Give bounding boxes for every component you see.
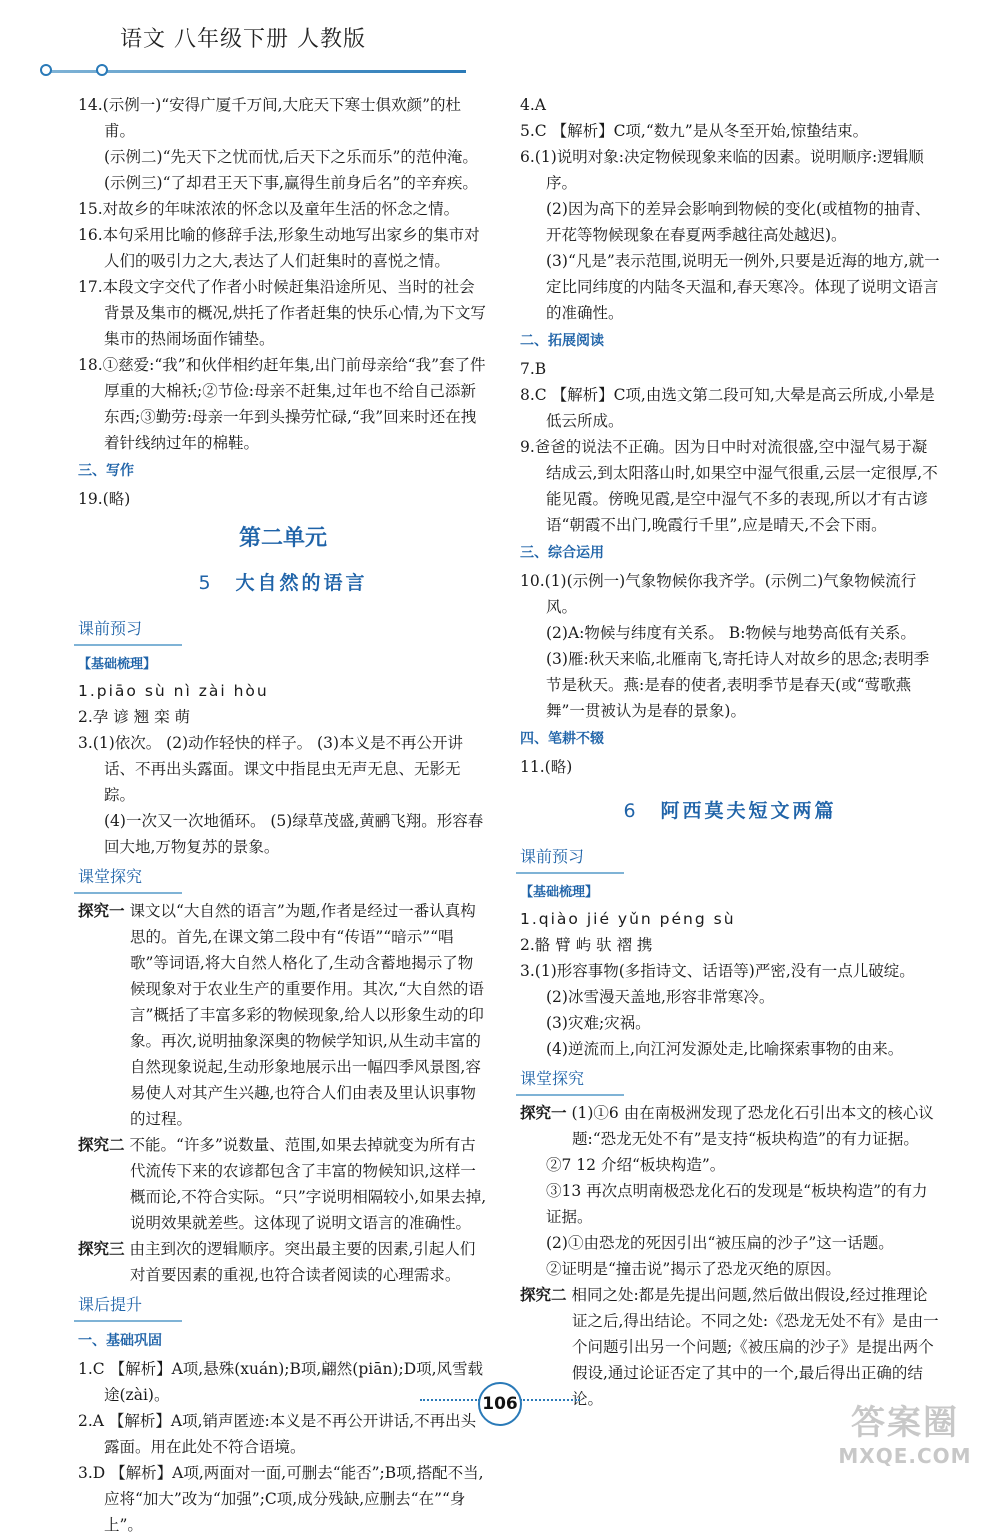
- answer-line: (4)逆流而上,向江河发源处走,比喻探索事物的由来。: [546, 1040, 904, 1058]
- section-heading: 四、笔耕不辍: [520, 731, 604, 747]
- lesson-name: 阿西莫夫短文两篇: [660, 800, 837, 822]
- answer-line: (2)①由恐龙的死因引出“被压扁的沙子”这一话题。: [546, 1234, 894, 1252]
- answer-line: (2)A:物候与纬度有关系。 B:物候与地势高低有关系。: [546, 624, 916, 642]
- answer-line: 11.(略): [520, 758, 573, 776]
- answer-line: (2)因为高下的差异会影响到物候的变化(或植物的抽青、开花等物候现象在春夏两季越往高处越迟)。: [546, 200, 931, 244]
- answer-line: 10.(1)(示例一)气象物候你我齐学。(示例二)气象物候流行风。: [520, 572, 917, 616]
- explore-item: [520, 1100, 940, 1152]
- badge-basics: 【基础梳理】: [520, 885, 599, 900]
- answer-line: 16.本句采用比喻的修辞手法,形象生动地写出家乡的集市对人们的吸引力之大,表达了人们赶集时的喜悦之情。: [78, 226, 480, 270]
- tab-preview: 课前预习: [74, 616, 182, 646]
- answer-line: (3)灾难;灾祸。: [546, 1014, 651, 1032]
- answer-line: (3)“凡是”表示范围,说明无一例外,只要是近海的地方,就一定比同纬度的内陆冬天温和,春天寒冷。体现了说明文语言的准确性。: [546, 252, 940, 322]
- watermark: [830, 1395, 980, 1470]
- explore-text: 不能。“许多”说数量、范围,如果去掉就变为所有古代流传下来的农谚都包含了丰富的物候知识,这样一概而论,不符合实际。“只”字说明相隔较小,如果去掉,说明效果就差些。这体现了说明文语言的准确性。: [129, 1136, 487, 1232]
- section-heading: 二、拓展阅读: [520, 333, 604, 349]
- answer-line: (示例二)“先天下之忧而忧,后天下之乐而乐”的范仲淹。: [104, 148, 478, 166]
- answer-line: 2.孕 谚 翘 栾 萌: [78, 708, 190, 726]
- explore-label: 探究一: [520, 1103, 567, 1122]
- answer-line: 7.B: [520, 360, 547, 378]
- explore-text: 相同之处:都是先提出问题,然后做出假设,经过推理论证之后,得出结论。不同之处:《恐龙无处不有》是由一个问题引出另一个问题;《被压扁的沙子》是提出两个假设,通过论证否定了其中的一个,最后得出正确的结论。: [571, 1286, 939, 1408]
- explore-item: [520, 1282, 940, 1412]
- answer-line: (2)冰雪漫天盖地,形容非常寒冷。: [546, 988, 775, 1006]
- answer-line: 5.C 【解析】C项,“数九”是从冬至开始,惊蛰结束。: [520, 122, 869, 140]
- badge-basics: 【基础梳理】: [78, 657, 157, 672]
- answer-line: 2.骼 臂 屿 驮 褶 携: [520, 936, 653, 954]
- answer-line: 3.(1)形容事物(多指诗文、话语等)严密,没有一点儿破绽。: [520, 962, 915, 980]
- explore-text: 课文以“大自然的语言”为题,作者是经过一番认真构思的。首先,在课文第二段中有“传语”“暗示”“唱歌”等词语,将大自然人格化了,生动含蓄地揭示了物候现象对于农业生产的重要作用。其次,“大自然的语言”概括了丰富多彩的物候现象,给人以形象生动的印象。再次,说明抽象深奥的物候学知识,从生动丰富的自然现象说起,生动形象地展示出一幅四季风景图,容易使人对其产生兴趣,也符合人们由表及里认识事物的过程。: [129, 902, 484, 1128]
- answer-line: 17.本段文字交代了作者小时候赶集沿途所见、当时的社会背景及集市的概况,烘托了作者赶集的快乐心情,为下文写集市的热闹场面作铺垫。: [78, 278, 486, 348]
- answer-line: ②证明是“撞击说”揭示了恐龙灭绝的原因。: [546, 1260, 841, 1278]
- tab-after-class: 课后提升: [74, 1292, 182, 1322]
- explore-item: [78, 1236, 488, 1288]
- answer-line: 1.C 【解析】A项,悬殊(xuán);B项,翩然(piān);D项,风雪载途(zài)。: [78, 1360, 484, 1404]
- dotted-rule: [520, 1399, 580, 1403]
- lesson-number: 6: [623, 800, 639, 822]
- watermark-domain: MXQE.COM: [838, 1444, 972, 1468]
- answer-line: 19.(略): [78, 490, 131, 508]
- tab-classroom: 课堂探究: [74, 864, 182, 894]
- tab-preview: 课前预习: [516, 844, 624, 874]
- lesson-name: 大自然的语言: [235, 572, 368, 594]
- answer-line: 18.①慈爱:“我”和伙伴相约赶年集,出门前母亲给“我”套了件厚重的大棉袄;②节俭:母亲不赶集,过年也不给自己添新东西;③勤劳:母亲一年到头操劳忙碌,“我”回来时还在拽着针线纳过年的棉鞋。: [78, 356, 486, 452]
- answer-line: 3.D 【解析】A项,两面对一面,可删去“能否”;B项,搭配不当,应将“加大”改为“加强”;C项,成分残缺,应删去“在”“身上”。: [78, 1464, 484, 1534]
- answer-line: (3)雁:秋天来临,北雁南飞,寄托诗人对故乡的思念;表明季节是秋天。燕:是春的使者,表明季节是春天(或“莺歌燕舞”一贯被认为是春的景象)。: [546, 650, 930, 720]
- explore-text: (1)①6 由在南极洲发现了恐龙化石引出本文的核心议题:“恐龙无处不有”是支持“板块构造”的有力证据。: [571, 1104, 934, 1148]
- page-number: 106: [478, 1382, 522, 1426]
- answer-line: 15.对故乡的年味浓浓的怀念以及童年生活的怀念之情。: [78, 200, 460, 218]
- explore-item: [78, 1132, 488, 1236]
- left-column: [78, 92, 488, 1538]
- dotted-rule: [420, 1399, 480, 1403]
- explore-label: 探究一: [78, 901, 125, 920]
- right-column: [520, 92, 940, 1412]
- answer-line: 14.(示例一)“安得广厦千万间,大庇天下寒士俱欢颜”的杜甫。: [78, 96, 462, 140]
- tab-classroom: 课堂探究: [516, 1066, 624, 1096]
- lesson-number: 5: [198, 572, 214, 594]
- answer-line: ③13 再次点明南极恐龙化石的发现是“板块构造”的有力证据。: [546, 1182, 928, 1226]
- section-heading: 三、写作: [78, 463, 134, 479]
- explore-label: 探究二: [78, 1135, 125, 1154]
- answer-line: 1.qiào jié yǔn péng sù: [520, 910, 736, 928]
- answer-line: ②7 12 介绍“板块构造”。: [546, 1156, 726, 1174]
- explore-label: 探究二: [520, 1285, 567, 1304]
- answer-line: 8.C 【解析】C项,由选文第二段可知,大晕是高云所成,小晕是低云所成。: [520, 386, 935, 430]
- unit-title: 第二单元: [238, 526, 327, 551]
- answer-line: 6.(1)说明对象:决定物候现象来临的因素。说明顺序:逻辑顺序。: [520, 148, 924, 192]
- answer-line: (示例三)“了却君王天下事,赢得生前身后名”的辛弃疾。: [104, 174, 478, 192]
- answer-line: 4.A: [520, 96, 546, 114]
- answer-line: 9.爸爸的说法不正确。因为日中时对流很盛,空中湿气易于凝结成云,到太阳落山时,如果空中湿气很重,云层一定很厚,不能见霞。傍晚见霞,是空中湿气不多的表现,所以才有古谚语“朝霞不出门,晚霞行千里”,应是晴天,不会下雨。: [520, 438, 938, 534]
- explore-text: 由主到次的逻辑顺序。突出最主要的因素,引起人们对首要因素的重视,也符合读者阅读的心理需求。: [129, 1240, 476, 1284]
- explore-item: [78, 898, 488, 1132]
- section-heading: 一、基础巩固: [78, 1333, 162, 1349]
- explore-label: 探究三: [78, 1239, 125, 1258]
- page-number-footer: [420, 1382, 580, 1426]
- header-title: 语文 八年级下册 人教版: [120, 27, 366, 52]
- answer-line: 3.(1)依次。 (2)动作轻快的样子。 (3)本义是不再公开讲话、不再出头露面。课文中指昆虫无声无息、无影无踪。: [78, 734, 464, 804]
- answer-line: 2.A 【解析】A项,销声匿迹:本义是不再公开讲话,不再出头露面。用在此处不符合语境。: [78, 1412, 477, 1456]
- page-header: [40, 8, 500, 88]
- watermark-text: 答案圈: [851, 1403, 959, 1443]
- section-heading: 三、综合运用: [520, 545, 604, 561]
- header-dot-icon: [96, 64, 108, 76]
- answer-line: 1.piāo sù nì zài hòu: [78, 682, 269, 700]
- lesson-title: [78, 570, 488, 596]
- lesson-title: [520, 798, 940, 824]
- header-dot-icon: [40, 64, 52, 76]
- header-rule: [46, 70, 466, 73]
- answer-line: (4)一次又一次地循环。 (5)绿草茂盛,黄鹂飞翔。形容春回大地,万物复苏的景象。: [104, 812, 484, 856]
